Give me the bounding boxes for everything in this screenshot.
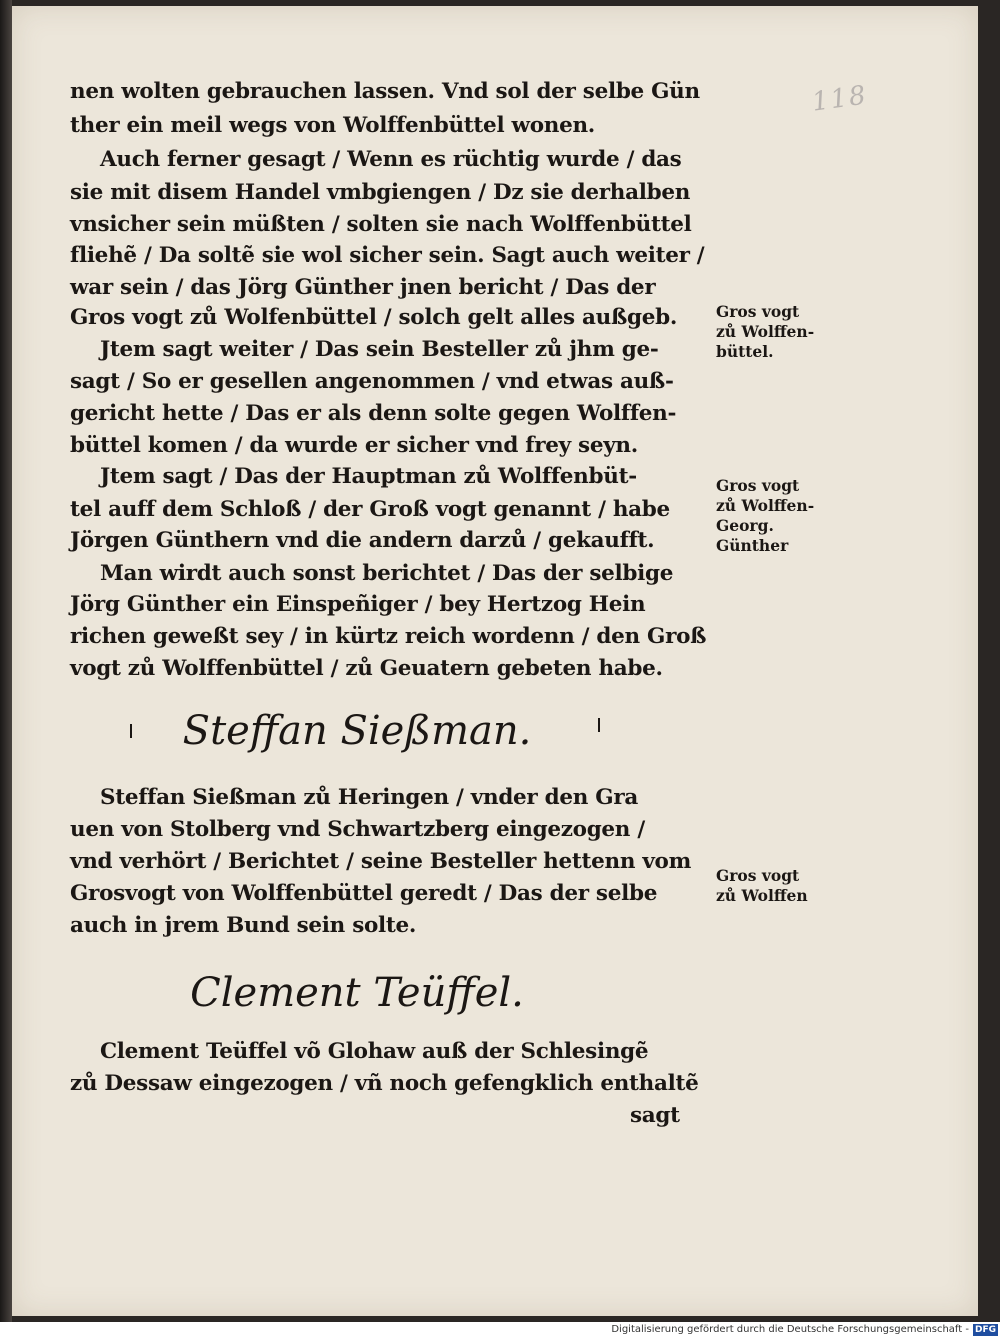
text-line: auch in jrem Bund sein solte. bbox=[70, 913, 417, 938]
text-line: sagt / So er gesellen angenommen / vnd etwas auß- bbox=[70, 369, 674, 394]
footer-credit bbox=[600, 1322, 998, 1338]
ornament-tick bbox=[598, 718, 600, 732]
text-line: Man wirdt auch sonst berichtet / Das der selbige bbox=[100, 561, 674, 586]
margin-note: Gros vogt zů Wolffen- Georg. Günther bbox=[716, 476, 815, 555]
text-line: sie mit disem Handel vmbgiengen / Dz sie derhalben bbox=[70, 180, 691, 205]
folio-pencil-note: 118 bbox=[810, 80, 870, 118]
text-line: Steffan Sießman zů Heringen / vnder den Gra bbox=[100, 785, 638, 810]
section-heading: Steffan Sießman. bbox=[182, 708, 532, 754]
text-line: büttel komen / da wurde er sicher vnd frey seyn. bbox=[70, 433, 638, 458]
book-page bbox=[12, 6, 978, 1316]
text-line: Gros vogt zů Wolfenbüttel / solch gelt alles außgeb. bbox=[70, 305, 678, 330]
text-line: vnd verhört / Berichtet / seine Besteller hettenn vom bbox=[70, 849, 692, 874]
catchword: sagt bbox=[630, 1103, 680, 1128]
text-line: Jtem sagt weiter / Das sein Besteller zů jhm ge- bbox=[100, 337, 659, 362]
text-line: uen von Stolberg vnd Schwartzberg eingezogen / bbox=[70, 817, 645, 842]
text-line: ther ein meil wegs von Wolffenbüttel wonen. bbox=[70, 113, 595, 138]
text-line: Jörg Günther ein Einspeñiger / bey Hertzog Hein bbox=[70, 592, 646, 617]
text-line: vogt zů Wolffenbüttel / zů Geuatern gebeten habe. bbox=[70, 656, 663, 681]
margin-note: Gros vogt zů Wolffen bbox=[716, 866, 808, 905]
text-line: vnsicher sein müßten / solten sie nach Wolffenbüttel bbox=[70, 212, 692, 237]
text-line: gericht hette / Das er als denn solte gegen Wolffen- bbox=[70, 401, 677, 426]
text-line: richen geweßt sey / in kürtz reich wordenn / den Groß bbox=[70, 624, 707, 649]
binding-edge bbox=[0, 0, 12, 1322]
text-line: Jtem sagt / Das der Hauptman zů Wolffenbüt- bbox=[100, 464, 637, 489]
dfg-logo: DFG bbox=[974, 1325, 996, 1335]
margin-note: Gros vogt zů Wolffen- büttel. bbox=[716, 302, 815, 361]
text-line: nen wolten gebrauchen lassen. Vnd sol der selbe Gün bbox=[70, 79, 700, 104]
text-line: fliehẽ / Da soltẽ sie wol sicher sein. Sagt auch weiter / bbox=[70, 243, 705, 268]
section-heading: Clement Teüffel. bbox=[190, 970, 524, 1016]
text-line: tel auff dem Schloß / der Groß vogt genannt / habe bbox=[70, 497, 670, 522]
footer-text: Digitalisierung gefördert durch die Deutsche Forschungsgemeinschaft - bbox=[611, 1324, 969, 1335]
text-line: Grosvogt von Wolffenbüttel geredt / Das der selbe bbox=[70, 881, 658, 906]
text-line: Clement Teüffel võ Glohaw auß der Schlesingẽ bbox=[100, 1039, 649, 1064]
text-line: Jörgen Günthern vnd die andern darzů / gekaufft. bbox=[70, 528, 655, 553]
text-line: zů Dessaw eingezogen / vñ noch gefengklich enthaltẽ bbox=[70, 1071, 699, 1096]
text-line: war sein / das Jörg Günther jnen bericht / Das der bbox=[70, 275, 656, 300]
text-line: Auch ferner gesagt / Wenn es rüchtig wurde / das bbox=[100, 147, 682, 172]
